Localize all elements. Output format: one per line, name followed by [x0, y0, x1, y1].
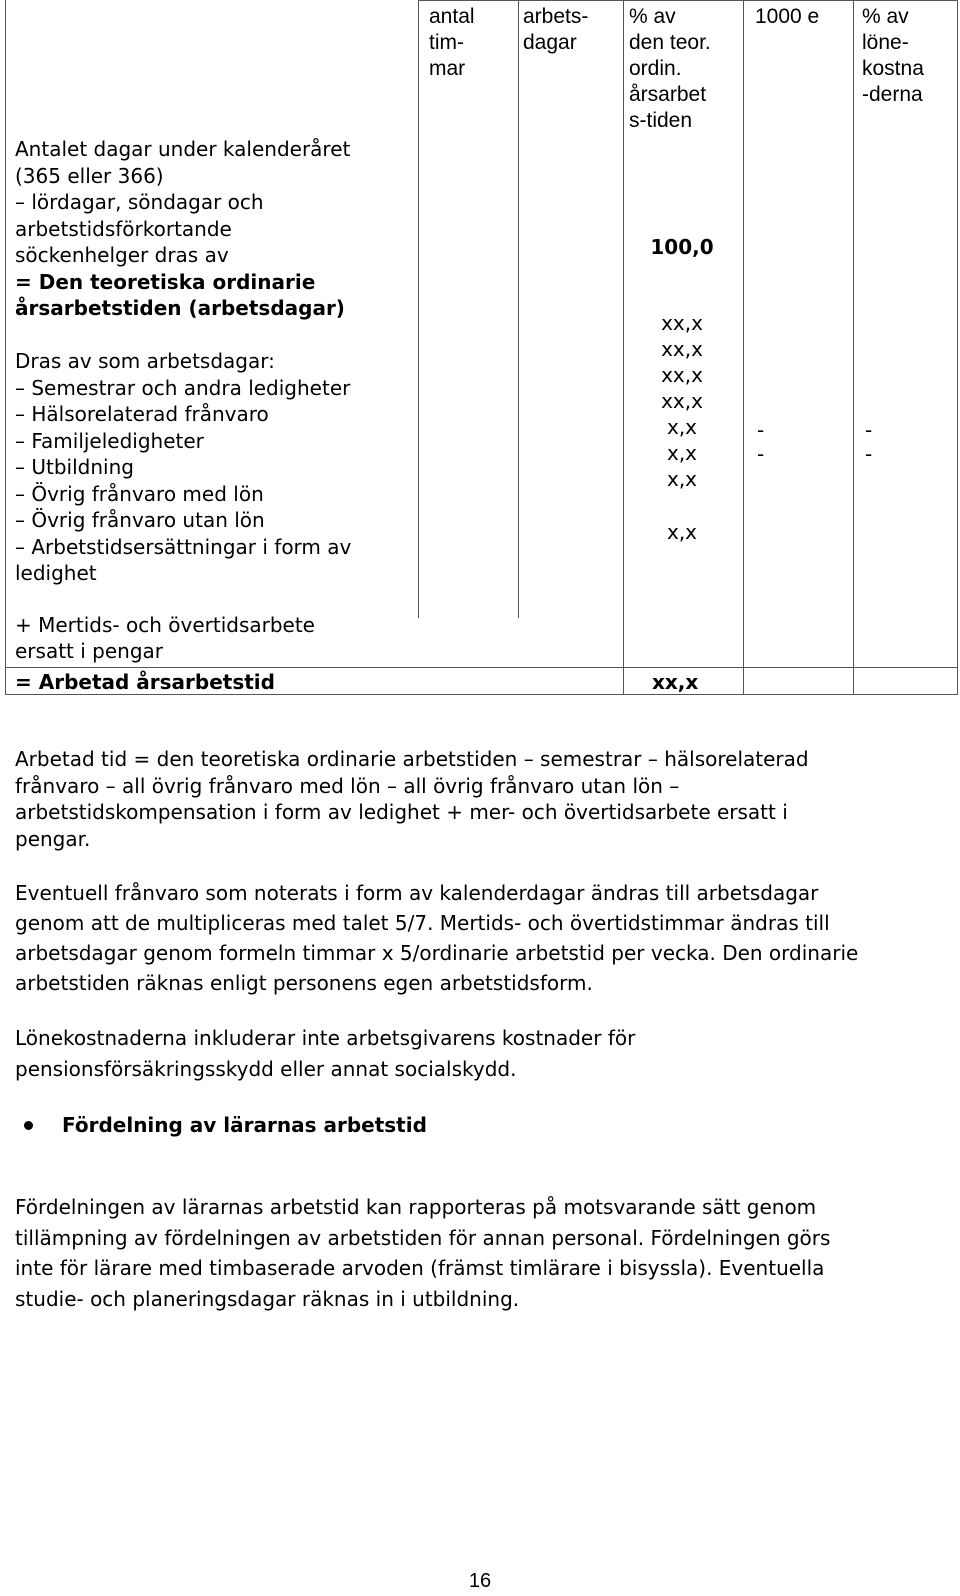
total-row-label: = Arbetad årsarbetstid [15, 670, 275, 694]
header-arbetsdagar: arbets- dagar [523, 5, 589, 54]
row-label-bold: årsarbetstiden (arbetsdagar) [15, 296, 345, 320]
header-antal-timmar: antal tim- mar [429, 5, 475, 80]
value-cell: x,x [666, 415, 698, 439]
text-line: pengar. [15, 826, 91, 851]
row-label: – Utbildning [15, 455, 134, 479]
row-label: – lördagar, söndagar och [15, 190, 264, 214]
dash-cell: - [757, 418, 765, 442]
row-label: – Hälsorelaterad frånvaro [15, 402, 269, 426]
table-col-divider [743, 0, 744, 695]
value-cell: xx,x [661, 389, 703, 413]
paragraph-fordelning [15, 1192, 935, 1314]
row-label: ledighet [15, 561, 97, 585]
bullet-heading [15, 1110, 915, 1140]
value-cell: x,x [666, 467, 698, 491]
dash-cell: - [757, 442, 765, 466]
table-col-divider [518, 0, 519, 618]
row-label-bold: = Den teoretiska ordinarie [15, 269, 316, 294]
total-row-value: xx,x [652, 670, 699, 694]
dash-cell: - [865, 418, 873, 442]
header-procent-arbetstid: % av den teor. ordin. årsarbet s-tiden [629, 5, 711, 132]
bullet-icon [24, 1121, 33, 1130]
table-col-divider [623, 0, 624, 695]
row-label-mertid: + Mertids- och övertidsarbete [15, 613, 315, 637]
working-time-table [5, 0, 959, 695]
header-procent-lonekostnader: % av löne- kostna -derna [862, 5, 924, 106]
value-cell: xx,x [661, 363, 703, 387]
text-line: arbetstidskompensation i form av ledighet + mer- och övertidsarbete ersatt i [15, 800, 788, 824]
row-label: arbetstidsförkortande [15, 216, 232, 241]
text-line: Eventuell frånvaro som noterats i form av kalenderdagar ändras till arbetsdagar [15, 881, 819, 905]
row-label: Dras av som arbetsdagar: [15, 349, 275, 373]
text-line: inte för lärare med timbaserade arvoden (främst timlärare i bisyssla). Eventuella [15, 1256, 825, 1280]
section-heading: Fördelning av lärarnas arbetstid [62, 1113, 427, 1137]
row-label: – Övrig frånvaro med lön [15, 481, 264, 506]
text-line: pensionsförsäkringsskydd eller annat socialskydd. [15, 1057, 517, 1081]
table-row-divider [5, 667, 958, 668]
text-line: arbetstiden räknas enligt personens egen arbetstidsform. [15, 971, 593, 995]
text-line: Fördelningen av lärarnas arbetstid kan rapporteras på motsvarande sätt genom [15, 1195, 817, 1219]
paragraph-franvaro [15, 878, 935, 998]
text-line: studie- och planeringsdagar räknas in i utbildning. [15, 1286, 520, 1311]
value-cell: xx,x [661, 311, 703, 335]
row-label: söckenhelger dras av [15, 243, 229, 267]
paragraph-arbetad-tid [15, 746, 935, 852]
value-cell: xx,x [661, 337, 703, 361]
table-border-top [418, 0, 958, 1]
text-line: frånvaro – all övrig frånvaro med lön – all övrig frånvaro utan lön – [15, 773, 680, 798]
header-tusen-euro: 1000 e [755, 5, 820, 28]
text-line: arbetsdagar genom formeln timmar x 5/ordinarie arbetstid per vecka. Den ordinarie [15, 941, 859, 965]
table-border-right [957, 0, 958, 695]
row-label: – Semestrar och andra ledigheter [15, 375, 351, 400]
table-border-left [5, 0, 6, 695]
paragraph-lonekostnader [15, 1023, 935, 1085]
row-label: – Familjeledigheter [15, 428, 204, 453]
row-label: Antalet dagar under kalenderåret [15, 137, 351, 161]
text-line: tillämpning av fördelningen av arbetstiden för annan personal. Fördelningen görs [15, 1225, 831, 1250]
dash-cell: - [865, 442, 873, 466]
row-label: – Arbetstidsersättningar i form av [15, 534, 352, 559]
page-number: 16 [468, 1570, 492, 1592]
row-label-mertid-cont: ersatt i pengar [15, 639, 164, 663]
row-label: (365 eller 366) [15, 163, 164, 188]
row-label: – Övrig frånvaro utan lön [15, 508, 265, 532]
text-line: genom att de multipliceras med talet 5/7. Mertids- och övertidstimmar ändras till [15, 911, 830, 935]
text-line: Lönekostnaderna inkluderar inte arbetsgivarens kostnader för [15, 1026, 636, 1050]
table-col-divider [853, 0, 854, 695]
value-teoretisk-arbetstid: 100,0 [650, 235, 714, 259]
value-cell: x,x [666, 520, 698, 544]
value-cell: x,x [666, 441, 698, 465]
text-line: Arbetad tid = den teoretiska ordinarie arbetstiden – semestrar – hälsorelaterad [15, 747, 809, 771]
